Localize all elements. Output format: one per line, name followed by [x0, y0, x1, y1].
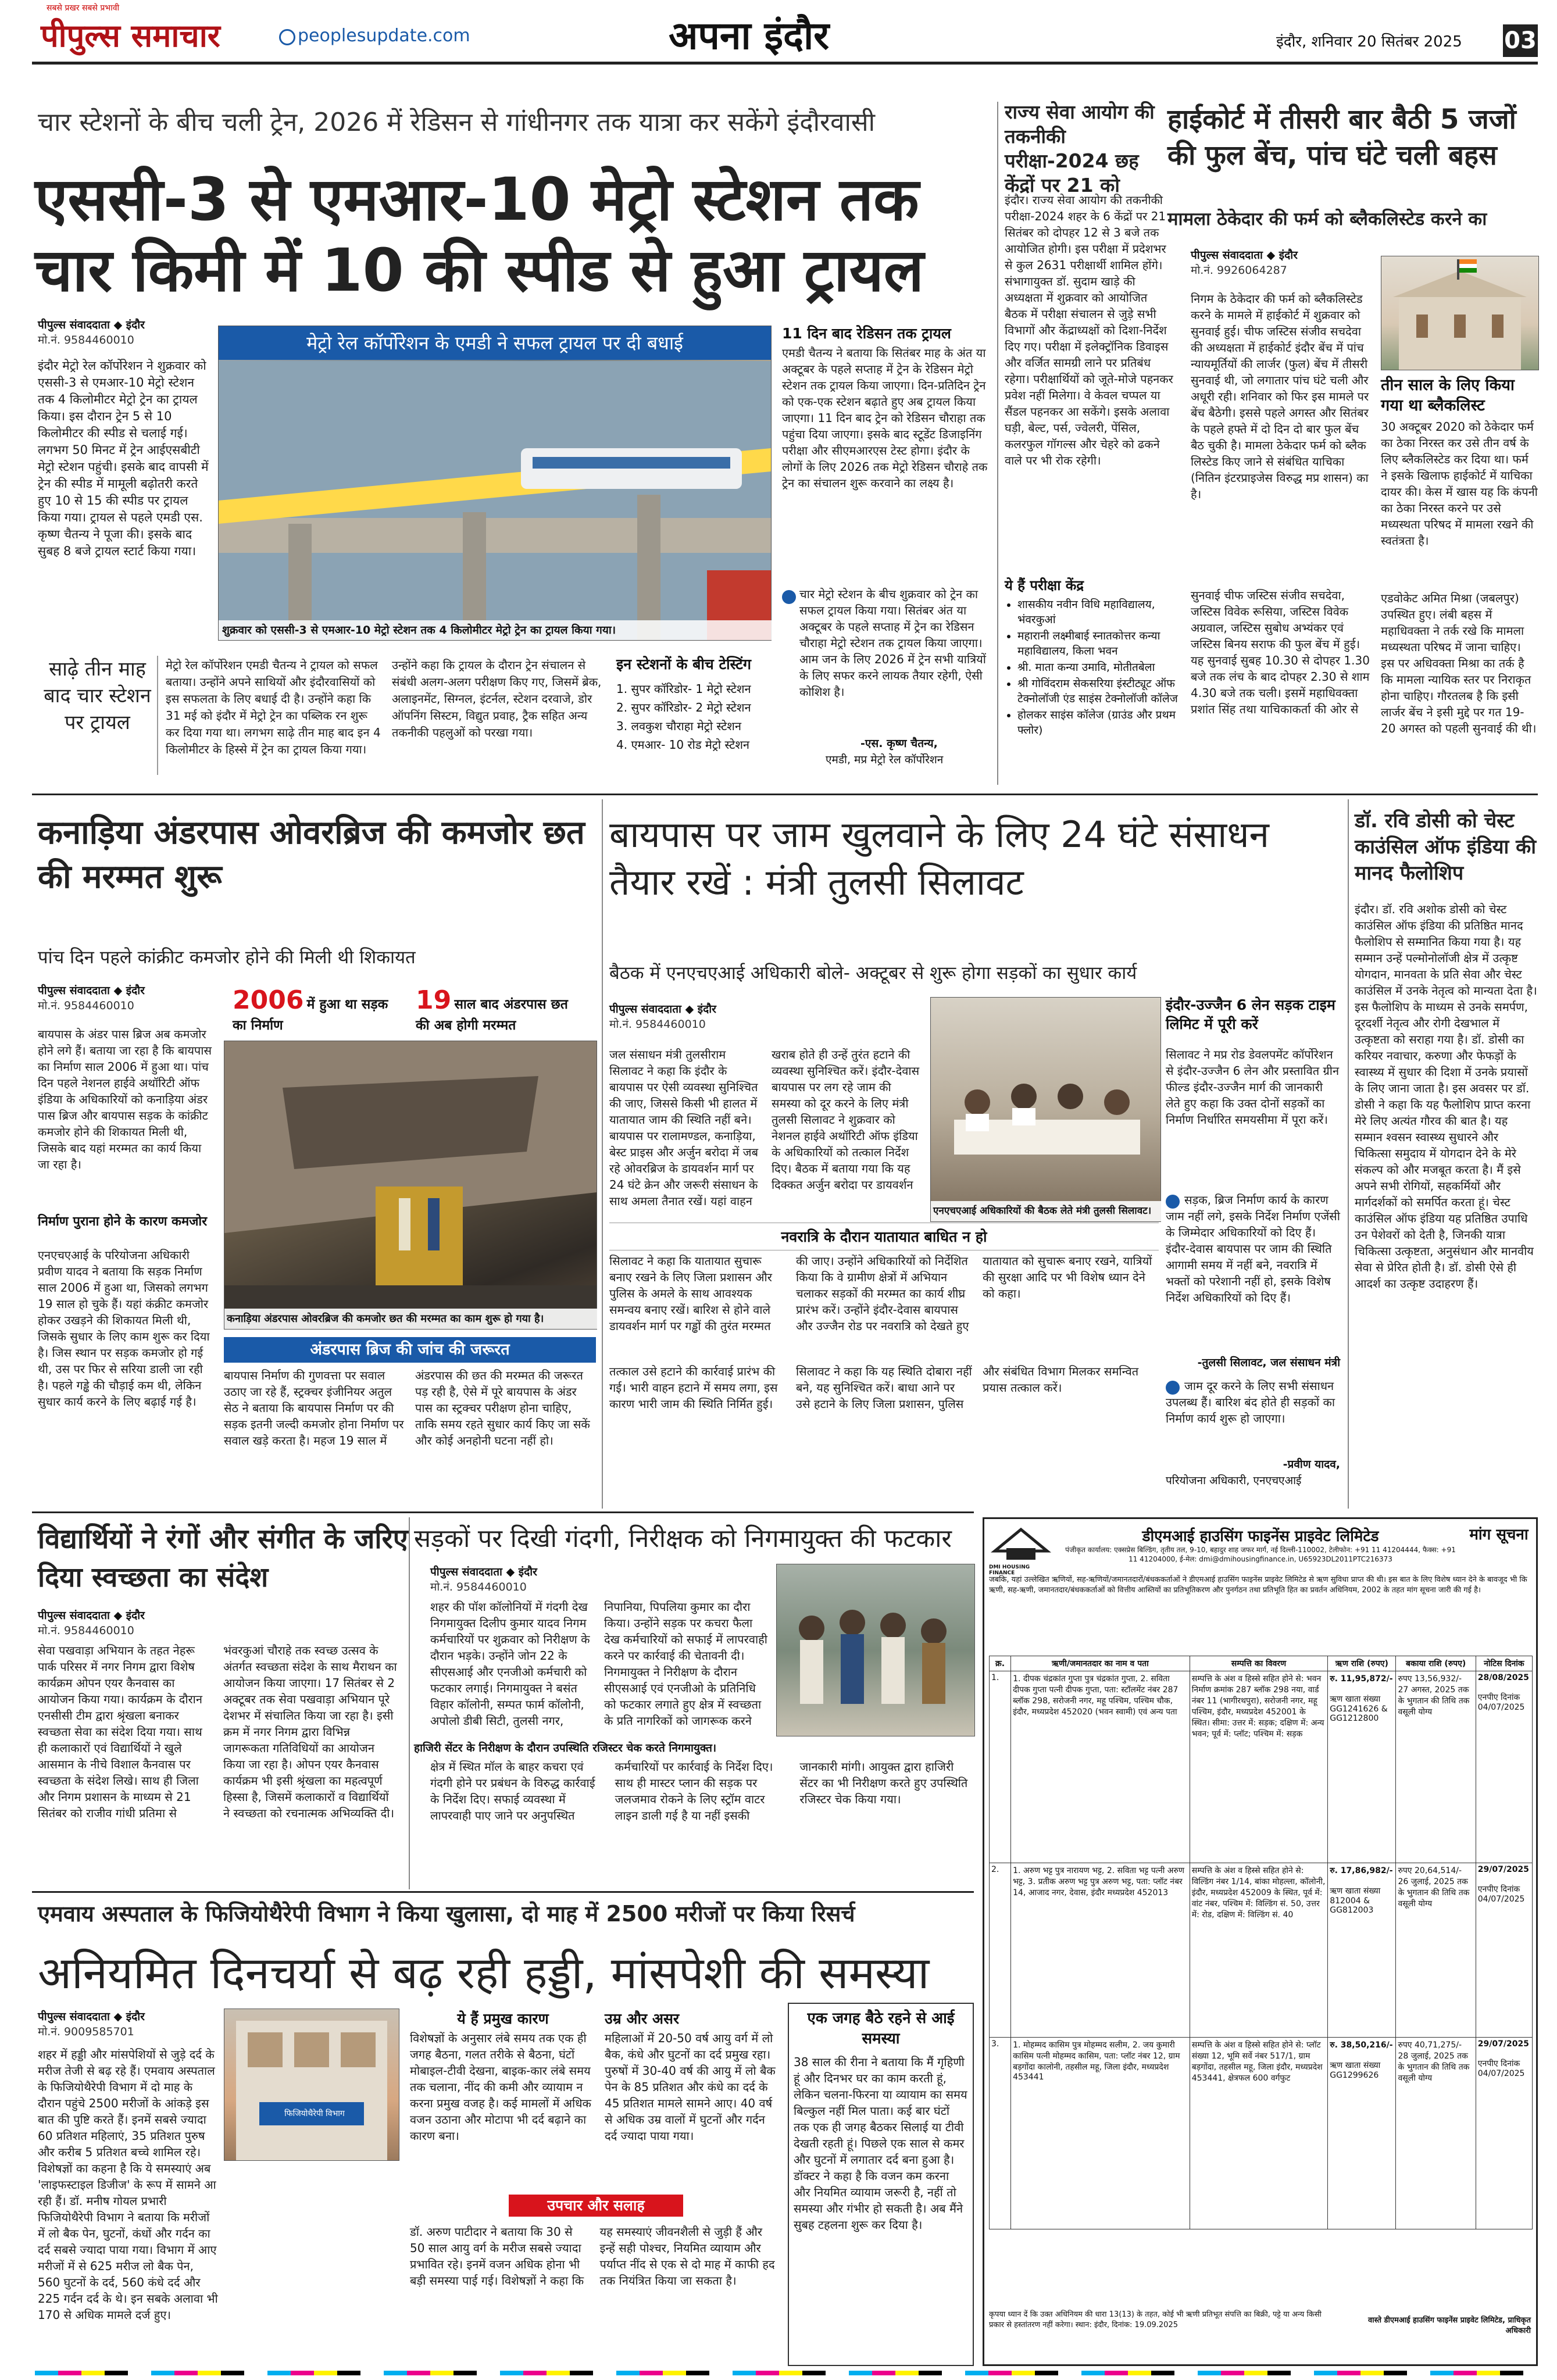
testing-item: 1. सुपर कॉरिडोर- 1 मेट्रो स्टेशन — [616, 682, 751, 696]
byline-city: इंदौर — [697, 1003, 716, 1016]
npa-date: एनपीए दिनांक 04/07/2025 — [1477, 2059, 1525, 2078]
byline-city: इंदौर — [126, 2010, 145, 2023]
column-divider — [602, 799, 603, 1509]
notice-date: 29/07/2025 — [1477, 1865, 1529, 1874]
mny-body-cont — [224, 2165, 398, 2366]
dmi-company: डीएमआई हाउसिंग फाइनेंस प्राइवेट लिमिटेड — [1142, 1528, 1379, 1545]
section-rule — [32, 794, 1538, 795]
masthead-dateline: इंदौर, शनिवार 20 सितंबर 2025 — [1276, 33, 1462, 51]
byline-city: इंदौर — [126, 319, 145, 331]
section-rule — [32, 1891, 974, 1893]
rps-centres-head: ये हैं परीक्षा केंद्र — [1005, 577, 1084, 594]
stat2-number: 19 — [416, 985, 452, 1015]
underpass-repair-illustration — [224, 1041, 597, 1329]
metro-photo — [218, 326, 772, 641]
metro-photo-banner: मेट्रो रेल कॉर्पोरेशन के एमडी ने सफल ट्रायल पर दी बधाई — [219, 326, 771, 360]
cell — [1476, 1671, 1532, 1863]
garbage-photo-caption: हाजिरी सेंटर के निरीक्षण के दौरान उपस्थिति रजिस्टर चेक करते निगमायुक्त। — [414, 1742, 717, 1754]
col-header: ऋणी/जमानतदार का नाम व पता — [1011, 1656, 1190, 1671]
byline-mobile: मो.नं. 9009585701 — [38, 2025, 134, 2038]
kanadia-box — [224, 1337, 596, 1503]
byline-city: इंदौर — [126, 1609, 145, 1622]
loan-amount: रु. 38,50,216/- — [1330, 2040, 1393, 2050]
bypass-quote2-role: परियोजना अधिकारी, एनएचएआई — [1166, 1474, 1302, 1487]
cell: सम्पत्ति के अंश व हिस्से सहित होने से: विल्डिंग नंबर 1/14, बांका मोहल्ला, कॉलोनी, इंदौर, मध्यप्रदेश 452009 के स्थित, पूर्व में: वांट नंबर, पश्चिम में: विल्डिंग सं. 50, उत्तर में: रोड, दक्षिण में: विल्डिंग सं. 40 — [1190, 1863, 1328, 2038]
dmi-intro: जबकि, यहां उल्लेखित ऋणियों, सह-ऋणियों/जमानतदारों/बंधककर्ताओं ने डीएमआई हाउसिंग फाइनेंस प्राइवेट लिमिटेड से ऋण सुविधा प्राप्त की थी। इस बात के लिए विशेष ध्यान देने के बावजूद भी कि ऋणी, सह-ऋणी, जमानतदार/बंधककर्ताओं को वित्तीय आस्तियों का प्रतिभूतिकरण और पुनर्गठन तथा प्रतिभूति हित का प्रवर्तन अधिनियम, 2002 के तहत मांग सूचना जारी की गई है। — [989, 1575, 1527, 1595]
cell — [1328, 1863, 1396, 2038]
bypass-body3: तत्काल उसे हटाने की कार्रवाई प्रारंभ की गई। भारी वाहन हटाने में समय लगा, इस कारण भारी जाम की स्थिति निर्मित हुई। सिलावट ने कहा कि यह स्थिति दोबारा नहीं बने, यह सुनिश्चित करें। बाधा आने पर उसे हटाने के लिए जिला प्रशासन, पुलिस और संबंधित विभाग मिलकर समन्वित प्रयास तत्काल करें। — [609, 1364, 1139, 1411]
mny-body: शहर में हड्डी और मांसपेशियों से जुड़े दर्द के मरीज तेजी से बढ़ रहे हैं। एमवाय अस्पताल के फिजियोथैरेपी विभाग में दो माह के दौरान पहुंचे 2500 मरीजों के आंकड़े इस बात की पुष्टि करते हैं। इनमें सबसे ज्यादा 60 प्रतिशत महिलाएं, 35 प्रतिशत पुरुष और करीब 5 प्रतिशत बच्चे शामिल रहे। विशेषज्ञों का कहना है कि ये समस्याएं अब 'लाइफस्टाइल डिजीज' के रूप में सामने आ रही हैं। डॉ. मनीष गोयल प्रभारी फिजियोथैरेपी विभाग ने बताया कि मरीजों में लो बैक पेन, घुटनों, कंधों और गर्दन का दर्द सबसे ज्यादा पाया गया। विभाग में आए मरीजों में से 625 मरीज लो बैक पेन, 560 घुटनों के दर्द, 560 कंधे दर्द और 225 गर्दन दर्द के थे। इन सबके अलावा भी 170 से अधिक मामले दर्ज हुए। — [38, 2047, 218, 2322]
metro-quote: चार मेट्रो स्टेशन के बीच शुक्रवार को ट्रेन का सफल ट्रायल किया गया। सितंबर अंत या अक्टूबर के पहले सप्ताह में ट्रेन का रेडिसन चौराहा मेट्रो स्टेशन तक ट्रायल किया जाएगा। आम जन के लिए 2026 में ट्रेन सभी यात्रियों के लिए सफर करने लायक तैयार रहेगी, ऐसी कोशिश है। — [799, 587, 986, 699]
masthead-website[interactable]: peoplesupdate.com — [298, 26, 470, 46]
bypass-headline: बायपास पर जाम खुलवाने के लिए 24 घंटे संसाधन तैयार रखें : मंत्री तुलसी सिलावट — [609, 813, 1269, 903]
garbage-headline: सड़कों पर दिखी गंदगी, निरीक्षक को निगमायुक्त की फटकार — [414, 1524, 952, 1553]
list-item: • श्री गोविंदराम सेकसरिया इंस्टीट्यूट ऑफ टेक्नोलॉजी एंड साइंस टेक्नोलॉजी कॉलेज — [1017, 676, 1186, 706]
kanadia-photo — [224, 1041, 597, 1330]
students-byline: पीपुल्स संवाददाता ◆ इंदौर मो.नं. 9584460010 — [38, 1607, 212, 1638]
byline-name: पीपुल्स संवाददाता — [430, 1566, 502, 1578]
col-header: बकाया राशि (रुपए) — [1396, 1656, 1476, 1671]
students-headline: विद्यार्थियों ने रंगों और संगीत के जरिए दिया स्वच्छता का संदेश — [38, 1523, 408, 1593]
col-header: क्र. — [990, 1656, 1011, 1671]
npa-date: एनपीए दिनांक 04/07/2025 — [1477, 1693, 1525, 1712]
notice-date: 28/08/2025 — [1477, 1673, 1529, 1682]
cell: 2. — [990, 1863, 1011, 2038]
cell — [1476, 1863, 1532, 2038]
column-divider — [409, 1517, 410, 1889]
inspection-illustration — [777, 1564, 974, 1736]
list-item: • होलकर साइंस कॉलेज (ग्राउंड और प्रथम फ्लोर) — [1017, 707, 1186, 738]
dmi-logo — [989, 1525, 1053, 1576]
table-header-row — [990, 1656, 1533, 1671]
bypass-quote1-by: -तुलसी सिलावट, जल संसाधन मंत्री — [1197, 1356, 1340, 1369]
stat1-number: 2006 — [233, 985, 304, 1015]
dmi-address: पंजीकृत कार्यालय: एक्सप्रेस बिल्डिंग, तृतीय तल, 9-10, बहादुर शाह जफर मार्ग, नई दिल्ली-110002, टेलीफोन: +91 11 41204444, फैक्स: +91 11 41204000, ई-मेल: dmi@dmihousingfinance.in, U65923DL2011PTC216373 — [1065, 1546, 1456, 1563]
metro-headline: एससी-3 से एमआर-10 मेट्रो स्टेशन तक चार किमी में 10 की स्पीड से हुआ ट्रायल — [35, 165, 924, 305]
bypass-photo — [930, 997, 1161, 1222]
mny-kicker: एमवाय अस्पताल के फिजियोथैरेपी विभाग ने किया खुलासा, दो माह में 2500 मरीजों पर किया रिसर्च — [38, 1901, 855, 1927]
hospital-illustration — [224, 2009, 399, 2160]
kanadia-stat2 — [416, 985, 584, 1034]
stat1-text: में हुआ था सड़क का निर्माण — [233, 997, 388, 1033]
metro-bottom-text: मेट्रो रेल कॉर्पोरेशन एमडी चैतन्य ने ट्रायल को सफल बताया। उन्होंने अपने साथियों और इंदौरवासियों को इस सफलता के लिए बधाई दी है। उन्होंने कहा कि 31 मई को इंदौर में मेट्रो ट्रेन का पब्लिक रन शुरू कर दिया गया था। लगभग साढ़े तीन माह बाद इन 4 किलोमीटर के हिस्से में ट्रेन का ट्रायल किया गया। उन्होंने कहा कि ट्रायल के दौरान ट्रेन संचालन से संबंधी अलग-अलग परीक्षण किए गए, जिसमें ब्रेक, अलाइनमेंट, सिग्नल, इंटर्नल, स्टेशन दरवाजे, डोर ऑपनिंग सिस्टम, विद्युत प्रवाह, ट्रैक सहित अन्य तकनीकी पहलुओं को परखा गया। — [166, 658, 602, 756]
cell: सम्पत्ति के अंश व हिस्से सहित होने से: भवन निर्माण क्रमांक 287 ब्लॉक 298 नया, वार्ड नंबर 11 (भागीरथपुरा), सरोजनी नगर, महू पश्चिम, इंदौर, मध्यप्रदेश 452001 के स्थित। सीमा: उत्तर में: सड़क; दक्षिण में: अन्य भवन; पूर्व में: प्लॉट; पश्चिम में: सड़क — [1190, 1671, 1328, 1863]
loan-account: ऋण खाता संख्या GG1299626 — [1330, 2061, 1381, 2080]
notice-date: 29/07/2025 — [1477, 2039, 1529, 2049]
rps-headline: राज्य सेवा आयोग की तकनीकी परीक्षा-2024 छह केंद्रों पर 21 को — [1005, 101, 1155, 196]
bypass-photo-caption: एनएचएआई अधिकारियों की बैठक लेते मंत्री तुलसी सिलावट। — [931, 1201, 1163, 1221]
dmi-sign: वास्ते डीएमआई हाउसिंग फाइनेंस प्राइवेट लिमिटेड, प्राधिकृत अधिकारी — [1367, 2316, 1531, 2335]
bypass-six-head: इंदौर-उज्जैन 6 लेन सड़क टाइम लिमिट में पूरी करें — [1166, 996, 1335, 1032]
kanadia-stat1 — [233, 985, 401, 1034]
byline-city: इंदौर — [1279, 249, 1298, 262]
metro-pullquote — [38, 656, 158, 775]
garbage-body2: क्षेत्र में स्थित मॉल के बाहर कचरा एवं गंदगी होने पर प्रबंधन के विरुद्ध कार्रवाई के निर्देश दिए। सफाई व्यवस्था में लापरवाही पाए जाने पर अनुपस्थित कर्मचारियों पर कार्रवाई के निर्देश दिए। साथ ही मास्टर प्लान की सड़क पर जलजमाव रोकने के लिए स्ट्रॉम वाटर लाइन डाली गई है या नहीं इसकी जानकारी मांगी। आयुक्त द्वारा हाजिरी सेंटर का भी निरीक्षण करते हुए उपस्थिति रजिस्टर चेक किया गया। — [430, 1760, 968, 1822]
court-building-illustration — [1381, 256, 1538, 370]
table-row — [990, 1863, 1533, 2038]
hc-body3: एडवोकेट अमित मिश्रा (जबलपुर) उपस्थित हुए। लंबी बहस में महाधिवक्ता ने तर्क रखे कि मामला मध्यस्थता परिषद में जाना चाहिए। इस पर अधिवक्ता मिश्रा का तर्क है कि मामला न्यायिक स्तर पर निराकृत होना चाहिए। गौरतलब है कि इसी लार्जर बेंच ने इसी मुद्दे पर गत 19-20 अगस्त को पहली सुनवाई की थी। — [1381, 591, 1537, 735]
bypass-quote2-by: -प्रवीण यादव, — [1283, 1458, 1340, 1471]
bypass-subhead: नवरात्रि के दौरान यातायात बाधित न हो — [609, 1223, 1159, 1250]
metro-quote-role: एमडी, मप्र मेट्रो रेल कॉर्पोरेशन — [826, 753, 944, 766]
metro-quote-by: -एस. कृष्ण चैतन्य, — [860, 737, 938, 750]
stat2-text: साल बाद अंडरपास छत की अब होगी मरम्मत — [416, 997, 568, 1033]
dmi-brand: DMI HOUSING FINANCE — [989, 1564, 1030, 1576]
loan-account: ऋण खाता संख्या GG1241626 & GG1212800 — [1330, 1695, 1388, 1723]
mny-age-body: महिलाओं में 20-50 वर्ष आयु वर्ग में लो बैक, कंधे और घुटनों का दर्द प्रमुख रहा। पुरुषों में 30-40 वर्ष की आयु में लो बैक पेन के 85 प्रतिशत और कंधे का दर्द के 45 प्रतिशत मामले सामने आए। 40 वर्ष से अधिक उम्र वालों में घुटनों और गर्दन दर्द ज्यादा पाया गया। — [605, 2031, 776, 2143]
garbage-body: शहर की पॉश कॉलोनियों में गंदगी देख निगमायुक्त दिलीप कुमार यादव निगम कर्मचारियों पर शुक्रवार को निरीक्षण के दौरान भड़के। उन्होंने जोन 22 के सीएसआई और एनजीओ कर्मचारी को फटकार लगाई। निगमायुक्त ने बसंत विहार कॉलोनी, सम्पत फार्म कॉलोनी, अपोलो डीबी सिटी, तुलसी नगर, निपानिया, पिपलिया कुमार का दौरा किया। उन्होंने सड़क पर कचरा फैला देख कर्मचारियों को सफाई में लापरवाही करने पर कार्रवाई की चेतावनी दी। निगमायुक्त ने निरीक्षण के दौरान सीएसआई एवं एनजीओ के प्रतिनिधि को फटकार लगाते हुए क्षेत्र में स्वच्छता के प्रति नागरिकों को जागरूक करने — [430, 1600, 767, 1728]
bypass-body2: सिलावट ने कहा कि यातायात सुचारू बनाए रखने के लिए जिला प्रशासन और पुलिस के अमले के साथ आवश्यक समन्वय बनाए रखें। बारिश से होने वाले डायवर्शन मार्ग पर गड्ढों की तुरंत मरम्मत की जाए। उन्होंने अधिकारियों को निर्देशित किया कि वे ग्रामीण क्षेत्रों में अभियान चलाकर सड़कों की मरम्मत का कार्य शीघ्र प्रारंभ करें। उन्होंने इंदौर-देवास बायपास और उज्जैन रोड पर नवरात्रि को देखते हुए यातायात को सुचारू बनाए रखने, यात्रियों की सुरक्षा आदि पर भी विशेष ध्यान देने को कहा। — [609, 1254, 1152, 1333]
testing-item: 2. सुपर कॉरिडोर- 2 मेट्रो स्टेशन — [616, 701, 751, 714]
dmi-title: मांग सूचना — [1469, 1526, 1529, 1543]
col-header: नोटिस दिनांक — [1476, 1656, 1532, 1671]
pullquote-text: साढ़े तीन माह बाद चार स्टेशन पर ट्रायल — [44, 657, 151, 734]
bypass-six-body: सिलावट ने मप्र रोड डेवलपमेंट कॉर्पोरेशन से इंदौर-उज्जैन 6 लेन और प्रस्तावित ग्रीन फील्ड इंदौर-उज्जैन मार्ग की जानकारी लेते हुए कहा कि उक्त दोनों सड़कों का निर्माण निर्धारित समयसीमा में पूरा करें। — [1166, 1048, 1340, 1127]
cell: रुपए 20,64,514/- 26 जुलाई, 2025 तक के भुगतान की तिथि तक वसूली योग्य — [1396, 1863, 1476, 2038]
bypass-quote1: सड़क, ब्रिज निर्माण कार्य के कारण जाम नहीं लगे, इसके निर्देश निर्माण एजेंसी के जिम्मेदार अधिकारियों को दिए हैं। इंदौर-देवास बायपास पर जाम की स्थिति आगामी समय में नहीं बने, नवरात्रि में भक्तों को परेशानी नहीं हो, इसके विशेष निर्देश अधिकारियों को दिए हैं। — [1166, 1193, 1340, 1305]
kanadia-byline: पीपुल्स संवाददाता ◆ इंदौर मो.नं. 9584460010 — [38, 982, 224, 1013]
list-item: • महारानी लक्ष्मीबाई स्नातकोत्तर कन्या महाविद्यालय, किला भवन — [1017, 628, 1186, 659]
cell: 3. — [990, 2038, 1011, 2229]
hc-byline: पीपुल्स संवाददाता ◆ इंदौर मो.नं. 9926064287 — [1191, 247, 1383, 277]
kanadia-body2: एनएचएआई के परियोजना अधिकारी प्रवीण यादव ने बताया कि सड़क निर्माण साल 2006 में हुआ था, जिसको लगभग 19 साल हो चुके हैं। यहां कंक्रीट कमजोर होकर उखड़ने की शिकायत मिली थी, जिसके सुधार के लिए काम शुरू कर दिया है। जिस स्थान पर सड़क कमजोर हो गई थी, उस पर फिर से सरिया डाली जा रही है। पहले गड्ढे की चौड़ाई कम थी, लेकिन सुधार कार्य करने के लिए बढ़ाई गई है। — [38, 1248, 210, 1409]
cell — [1328, 2038, 1396, 2229]
column-divider — [997, 102, 998, 785]
byline-name: पीपुल्स संवाददाता — [38, 984, 110, 997]
byline-mobile: मो.नं. 9584460010 — [38, 999, 134, 1012]
dmi-table — [989, 1656, 1533, 2229]
kanadia-sub: पांच दिन पहले कांक्रीट कमजोर होने की मिली थी शिकायत — [38, 947, 416, 968]
metro-testing-box — [616, 654, 779, 782]
kanadia-box-body: बायपास निर्माण की गुणवत्ता पर सवाल उठाए जा रहे हैं, स्ट्रक्चर इंजीनियर अतुल सेठ ने बताया कि बायपास निर्माण पर की सड़क इतनी जल्दी कमजोर होना निर्माण पर सवाल खड़े करता है। महज 19 साल में अंडरपास की छत की मरम्मत की जरूरत पड़ रही है, ऐसे में पूरे बायपास के अंडर पास का स्ट्रक्चर परीक्षण होना चाहिए, ताकि समय रहते सुधार कार्य किए जा सकें और कोई अनहोनी घटना नहीं हो। — [224, 1368, 590, 1448]
byline-mobile: मो.नं. 9926064287 — [1191, 264, 1287, 277]
metro-side-head: 11 दिन बाद रेडिसन तक ट्रायल — [782, 325, 951, 342]
testing-item: 4. एमआर- 10 रोड मेट्रो स्टेशन — [616, 738, 750, 752]
metro-side-body: एमडी चैतन्य ने बताया कि सितंबर माह के अंत या अक्टूबर के पहले सप्ताह में ट्रेन के रेडिसन मेट्रो स्टेशन तक ट्रायल किया जाएगा। दिन-प्रतिदिन ट्रेन को एक-एक स्टेशन बढ़ाते हुए अब ट्रायल किया जाएगा। 11 दिन बाद ट्रेन को रेडिसन चौराहा तक पहुंचा दिया जाएगा। इसके बाद स्टूडेंट डिजाइनिंग परीक्षा और सीएमआरएस टेस्ट होगा। इंदौर के लोगों के लिए 2026 तक मेट्रो रेडिसन चौराहे तक ट्रेन का संचालन शुरू करवाने का लक्ष्य है। — [782, 346, 988, 490]
bypass-byline: पीपुल्स संवाददाता ◆ इंदौर मो.नं. 9584460010 — [609, 1001, 842, 1031]
bypass-sub: बैठक में एनएचएआई अधिकारी बोले- अक्टूबर से शुरू होगा सड़कों का सुधार कार्य — [609, 963, 1137, 984]
cell — [1476, 2038, 1532, 2229]
cell: 1. दीपक चंद्रकांत गुप्ता पुत्र चंद्रकांत गुप्ता, 2. सविता दीपक गुप्ता पत्नी दीपक गुप्ता, पता: स्टॉलमेंट नंबर 287 ब्लॉक 298, सरोजनी नगर, महू पश्चिम, पश्चिम चौक, इंदौर, मध्यप्रदेश 452020 (भवन स्वामी) एवं अन्य पता — [1011, 1671, 1190, 1863]
masthead-section: अपना इंदौर — [669, 13, 830, 58]
kanadia-photo-caption: कनाड़िया अंडरपास ओवरब्रिज की कमजोर छत की मरम्मत का काम शुरू हो गया है। — [224, 1309, 599, 1329]
mny-solution-body: डॉ. अरुण पाटीदार ने बताया कि 30 से 50 साल आयु वर्ग के मरीज सबसे ज्यादा प्रभावित रहे। इनमें वजन अधिक होना भी बड़ी समस्या पाई गई। विशेषज्ञों ने कहा कि यह समस्याएं जीवनशैली से जुड़ी हैं और इन्हें सही पोश्चर, नियमित व्यायाम और पर्याप्त नींद से एक से दो माह में काफी हद तक नियंत्रित किया जा सकता है। — [410, 2225, 775, 2288]
masthead — [0, 0, 1557, 64]
metro-train-illustration — [219, 326, 771, 640]
byline-name: पीपुल्स संवाददाता — [609, 1003, 681, 1016]
garbage-photo — [776, 1564, 975, 1736]
cell: 1. मोहम्मद कासिम पुत्र मोहम्मद सलीम, 2. जय कुमारी कासिम पत्नी मोहम्मद कासिम, पता: प्लॉट नंबर 12, ग्राम बड़गोंदा कालोनी, तहसील महू, जिला इंदौर, मध्यप्रदेश 453441 — [1011, 2038, 1190, 2229]
list-item: • श्री. माता कन्या उमावि, मोतीतबेला — [1017, 660, 1186, 675]
meeting-illustration — [931, 998, 1160, 1221]
mny-reason-head: ये हैं प्रमुख कारण — [457, 2010, 549, 2027]
byline-name: पीपुल्स संवाददाता — [38, 2010, 110, 2023]
cell: 1. अरुण भट्ट पुत्र नारायण भट्ट, 2. सविता भट्ट पत्नी अरुण भट्ट, 3. प्रतीक अरुण भट्ट पुत्र अरुण भट्ट, पता: प्लॉट नंबर 14, आजाद नगर, देवास, इंदौर मध्यप्रदेश 452013 — [1011, 1863, 1190, 2038]
hc-headline: हाईकोर्ट में तीसरी बार बैठी 5 जजों की फुल बेंच, पांच घंटे चली बहस — [1167, 103, 1516, 171]
mny-box-body: 38 साल की रीना ने बताया कि मैं गृहिणी हूं और दिनभर घर का काम करती हूं, लेकिन चलना-फिरना या व्यायाम का समय बिल्कुल नहीं मिल पाता। कई बार घंटों तक एक ही जगह बैठकर सिलाई या टीवी देखती रहती हूं। पिछले एक साल से कमर और घुटनों में लगातार दर्द बना हुआ है। डॉक्टर ने कहा है कि वजन कम करना और नियमित व्यायाम जरूरी है, नहीं तो समस्या और गंभीर हो सकती है। अब मैंने सुबह टहलना शुरू कर दिया है। — [794, 2055, 967, 2232]
table-row — [990, 2038, 1533, 2229]
testing-head: इन स्टेशनों के बीच टेस्टिंग — [616, 656, 751, 673]
dmi-logo-icon — [989, 1525, 1053, 1566]
byline-mobile: मो.नं. 9584460010 — [38, 334, 134, 346]
cell: सम्पत्ति के अंश व हिस्से सहित होने से: प्लॉट संख्या 12, भूमि सर्वे नंबर 517/1, ग्राम बड़गोंदा, तहसील महू, जिला इंदौर, मध्यप्रदेश 453441, क्षेत्रफल 600 वर्गफुट — [1190, 2038, 1328, 2229]
quote-icon — [782, 590, 796, 604]
byline-city: इंदौर — [518, 1566, 537, 1578]
list-item: • शासकीय नवीन विधि महाविद्यालय, भंवरकुआं — [1017, 597, 1186, 627]
metro-photo-caption: शुक्रवार को एससी-3 से एमआर-10 मेट्रो स्टेशन तक 4 किलोमीटर मेट्रो ट्रेन का ट्रायल किया गया। — [219, 620, 774, 640]
testing-item: 3. लवकुश चौराहा मेट्रो स्टेशन — [616, 719, 741, 733]
hc-sub: मामला ठेकेदार की फर्म को ब्लैकलिस्टेड करने का — [1167, 209, 1487, 230]
byline-mobile: मो.नं. 9584460010 — [430, 1581, 527, 1593]
kanadia-headline: कनाड़िया अंडरपास ओवरब्रिज की कमजोर छत की मरम्मत शुरू — [38, 814, 585, 896]
hc-photo — [1381, 256, 1539, 370]
cell: 1. — [990, 1671, 1011, 1863]
bypass-body: जल संसाधन मंत्री तुलसीराम सिलावट ने कहा कि इंदौर के बायपास पर ऐसी व्यवस्था सुनिश्चित की जाए, जिससे किसी भी हालत में यातायात जाम की स्थिति नहीं बने। बायपास पर रालामण्डल, कनाड़िया, बेस्ट प्राइस और अर्जुन बरोदा में जब रहे ओवरब्रिज के डायवर्शन मार्ग पर 24 घंटे क्रेन और जरूरी संसाधन के साथ अमला तैनात रखें। यहां वाहन खराब होते ही उन्हें तुरंत हटाने की व्यवस्था सुनिश्चित करें। इंदौर-देवास बायपास पर लग रहे जाम की समस्या को दूर करने के लिए मंत्री तुलसी सिलावट ने शुक्रवार को नेशनल हाईवे अथॉरिटी ऑफ इंडिया के अधिकारियों को तत्काल निर्देश दिए। बैठक में बताया गया कि यह दिक्कत अर्जुन बरोदा पर डायवर्शन — [609, 1048, 920, 1208]
byline-name: पीपुल्स संवाददाता — [38, 319, 110, 331]
column-divider — [1348, 799, 1349, 1509]
mny-box-head: एक जगह बैठे रहने से आई समस्या — [807, 2010, 955, 2047]
page-number: 03 — [1503, 24, 1538, 57]
masthead-logo: पीपुल्स समाचार — [41, 17, 220, 54]
cell — [1328, 1671, 1396, 1863]
doshi-headline: डॉ. रवि डोसी को चेस्ट काउंसिल ऑफ इंडिया की मानद फैलोशिप — [1355, 809, 1537, 885]
byline-city: इंदौर — [126, 984, 145, 997]
loan-amount: रु. 17,86,982/- — [1330, 1866, 1393, 1875]
hc-photo-caption: 30 अक्टूबर 2020 को ठेकेदार फर्म का ठेका निरस्त कर उसे तीन वर्ष के लिए ब्लैकलिस्टेड कर दिया था। फर्म ने इसके खिलाफ हाईकोर्ट में याचिका दायर की। केस में खास यह कि कंपनी का ठेका निरस्त करने पर उसे मध्यस्थता परिषद में मामला रखने की स्वतंत्रता है। — [1381, 420, 1538, 548]
mny-age-head: उम्र और असर — [605, 2010, 680, 2027]
col-header: ऋण राशि (रुपए) — [1328, 1656, 1396, 1671]
masthead-logo-tag: सबसे प्रखर सबसे प्रभावी — [47, 3, 120, 13]
loan-amount: रु. 11,95,872/- — [1330, 1674, 1393, 1684]
dmi-notice — [983, 1517, 1538, 2366]
loan-account: ऋण खाता संख्या 812004 & GG812003 — [1330, 1886, 1381, 1915]
kanadia-subhead: निर्माण पुराना होने के कारण कमजोर — [38, 1214, 208, 1229]
byline-mobile: मो.नं. 9584460010 — [609, 1018, 706, 1031]
byline-mobile: मो.नं. 9584460010 — [38, 1624, 134, 1637]
mny-photo-sign: फिजियोथैरेपी विभाग — [284, 2109, 345, 2118]
npa-date: एनपीए दिनांक 04/07/2025 — [1477, 1885, 1525, 1904]
rps-centres-list — [1005, 596, 1186, 739]
mny-box — [788, 2003, 974, 2366]
kanadia-body: बायपास के अंडर पास ब्रिज अब कमजोर होने लगे हैं। बताया जा रहा है कि बायपास का निर्माण साल 2006 में हुआ था। पांच दिन पहले नेशनल हाईवे अथॉरिटी ऑफ इंडिया के अधिकारियों को कनाड़िया अंडर पास ब्रिज और बायपास सड़क के कांक्रीट कमजोर होने की शिकायत मिली थी, जिसके बाद यहां मरम्मत का कार्य किया जा रहा है। — [38, 1027, 212, 1171]
col-header: सम्पत्ति का विवरण — [1190, 1656, 1328, 1671]
byline-name: पीपुल्स संवाददाता — [38, 1609, 110, 1622]
metro-body: इंदौर मेट्रो रेल कॉर्पोरेशन ने शुक्रवार को एससी-3 से एमआर-10 मेट्रो स्टेशन तक 4 किलोमीटर मेट्रो ट्रेन का ट्रायल किया। इस दौरान ट्रेन 5 से 10 किलोमीटर की स्पीड से चलाई गई। लगभग 50 मिनट में ट्रेन आईएसबीटी मेट्रो स्टेशन पहुंची। इसके बाद वापसी में ट्रेन की स्पीड में मामूली बढ़ोतरी करते हुए 10 से 15 की स्पीड पर ट्रायल किया गया। ट्रायल से पहले एमडी एस. कृष्ण चैतन्य ने पूजा की। इसके बाद सुबह 8 बजे ट्रायल स्टार्ट किया गया। — [38, 359, 209, 558]
byline-name: पीपुल्स संवाददाता — [1191, 249, 1263, 262]
globe-icon — [279, 29, 295, 45]
mny-photo — [224, 2009, 399, 2161]
table-row — [990, 1671, 1533, 1863]
cell: रुपए 13,56,932/- 27 अगस्त, 2025 तक के भुगतान की तिथि तक वसूली योग्य — [1396, 1671, 1476, 1863]
mny-reason-body: विशेषज्ञों के अनुसार लंबे समय तक एक ही जगह बैठना, गलत तरीके से बैठना, घंटों मोबाइल-टीवी देखना, बाइक-कार लंबे समय तक चलाना, नींद की कमी और व्यायाम न करना प्रमुख वजह है। कई मामलों में अधिक वजन उठाना और मोटापा भी दर्द बढ़ाने का कारण बना। — [410, 2031, 591, 2143]
dmi-footer: कृपया ध्यान दें कि उक्त अधिनियम की धारा 13(13) के तहत, कोई भी ऋणी प्रतिभूत संपत्ति का बिक्री, पट्टे या अन्य किसी प्रकार से हस्तांतरण नहीं करेगा। स्थान: इंदौर, दिनांक: 19.09.2025 — [989, 2310, 1322, 2329]
mny-byline: पीपुल्स संवाददाता ◆ इंदौर मो.नं. 9009585701 — [38, 2009, 212, 2039]
metro-byline: पीपुल्स संवाददाता ◆ इंदौर मो.नं. 9584460010 — [38, 317, 328, 347]
color-registration-strip — [35, 2371, 1535, 2375]
kanadia-box-head: अंडरपास ब्रिज की जांच की जरूरत — [224, 1337, 596, 1363]
masthead-rule — [32, 62, 1538, 65]
mny-headline: अनियमित दिनचर्या से बढ़ रही हड्डी, मांसपेशी की समस्या — [38, 1947, 930, 1999]
doshi-body: इंदौर। डॉ. रवि अशोक डोसी को चेस्ट काउंसिल ऑफ इंडिया की प्रतिष्ठित मानद फैलोशिप से सम्मानित किया गया है। यह सम्मान उन्हें पल्मोनोलॉजी क्षेत्र में उत्कृष्ट योगदान, मानवता के प्रति सेवा और चेस्ट काउंसिल में उनके नेतृत्व को मान्यता देता है। इस फैलोशिप के माध्यम से उनके समर्पण, दूरदर्शी नेतृत्व और रोगी देखभाल में उत्कृष्टता को सराहा गया है। डॉ. डोसी का करियर नवाचार, करुणा और फेफड़ों के स्वास्थ्य में सुधार की दिशा में उनके प्रयासों के लिए जाना जाता है। इस अवसर पर डॉ. डोसी ने कहा कि यह फैलोशिप प्राप्त करना मेरे लिए अत्यंत गौरव की बात है। यह सम्मान श्वसन स्वास्थ्य सुधारने और चिकित्सा समुदाय में योगदान देने के मेरे संकल्प को और मजबूत करता है। मैं इसे अपने सभी रोगियों, सहकर्मियों और मार्गदर्शकों को समर्पित करता हूं। चेस्ट काउंसिल ऑफ इंडिया यह प्रतिष्ठित उपाधि उन पेशेवरों को देती है, जिनकी यात्रा चिकित्सा उत्कृष्टता, अनुसंधान और मानवीय सेवा से प्रेरित होती है। डॉ. डोसी ऐसे ही आदर्श का उत्कृष्ट उदाहरण हैं। — [1355, 902, 1537, 1291]
metro-kicker: चार स्टेशनों के बीच चली ट्रेन, 2026 में रेडिसन से गांधीनगर तक यात्रा कर सकेंगे इंदौरवासी — [38, 108, 876, 137]
section-rule — [32, 1511, 974, 1513]
bypass-quote2: जाम दूर करने के लिए सभी संसाधन उपलब्ध हैं। बारिश बंद होते ही सड़कों का निर्माण कार्य शुरू हो जाएगा। — [1166, 1379, 1335, 1425]
rps-body: इंदौर। राज्य सेवा आयोग की तकनीकी परीक्षा-2024 शहर के 6 केंद्रों पर 21 सितंबर को दोपहर 12 से 3 बजे तक आयोजित होगी। इस परीक्षा में प्रदेशभर से कुल 2631 परीक्षार्थी शामिल होंगे। संभागायुक्त डॉ. सुदाम खाड़े की अध्यक्षता में शुक्रवार को आयोजित बैठक में परीक्षा संचालन से जुड़े सभी विभागों और केंद्राध्यक्षों को दिशा-निर्देश दिए गए। परीक्षा में इलेक्ट्रॉनिक डिवाइस और वर्जित सामग्री लाने पर प्रतिबंध रहेगा। परीक्षार्थियों को जूते-मोजे पहनकर प्रवेश नहीं मिलेगा। वे केवल चप्पल या सैंडल पहनकर आ सकेंगे। इसके अलावा घड़ी, बेल्ट, पर्स, ज्वेलरी, पेंसिल, कलरफुल गॉगल्स और चेहरे को ढकने वाले पर भी रोक रहेगी। — [1005, 193, 1173, 467]
hc-body2: सुनवाई चीफ जस्टिस संजीव सचदेवा, जस्टिस विवेक रूसिया, जस्टिस विवेक अग्रवाल, जस्टिस सुबोध अभ्यंकर एवं जस्टिस बिनय सराफ की फुल बेंच में हुई। यह सुनवाई सुबह 10.30 से दोपहर 1.30 बजे तक लंच के बाद दोपहर 2.30 से शाम 4.30 बजे तक चली। इसमें महाधिवक्ता प्रशांत सिंह तथा याचिकाकर्ता की ओर से — [1191, 588, 1370, 716]
cell: रुपए 40,71,275/- 28 जुलाई, 2025 तक के भुगतान की तिथि तक वसूली योग्य — [1396, 2038, 1476, 2229]
students-body: सेवा पखवाड़ा अभियान के तहत नेहरू पार्क परिसर में नगर निगम द्वारा विशेष कार्यक्रम ओपन एयर कैनवास का आयोजन किया गया। कार्यक्रम के दौरान एनसीसी टीम द्वारा श्रृंखला बनाकर स्वच्छता सेवा का संदेश दिया गया। साथ ही कलाकारों एवं विद्यार्थियों ने खुले आसमान के नीचे विशाल कैनवास पर स्वच्छता के संदेश लिखे। साथ ही जिला और निगम प्रशासन के माध्यम से 21 सितंबर को राजीव गांधी प्रतिमा से भंवरकुआं चौराहे तक स्वच्छ उत्सव के अंतर्गत स्वच्छता संदेश के साथ मैराथन का आयोजन किया जाएगा। 17 सितंबर से 2 अक्टूबर तक सेवा पखवाड़ा अभियान पूरे देशभर में संचालित किया जा रहा है। इसी क्रम में नगर निगम द्वारा विभिन्न जागरूकता गतिविधियों का आयोजन किया जा रहा है। ओपन एयर कैनवास कार्यक्रम भी इसी श्रृंखला का महत्वपूर्ण हिस्सा है, जिसमें कलाकारों व विद्यार्थियों ने स्वच्छता को रचनात्मक अभिव्यक्ति दी। — [38, 1643, 397, 1820]
mny-solution-head: उपचार और सलाह — [509, 2195, 683, 2217]
garbage-byline: पीपुल्स संवाददाता ◆ इंदौर मो.नं. 9584460010 — [430, 1564, 605, 1594]
hc-body1: निगम के ठेकेदार की फर्म को ब्लैकलिस्टेड करने के मामले में हाईकोर्ट में शुक्रवार को सुनवाई हुई। चीफ जस्टिस संजीव सचदेवा की अध्यक्षता में हाईकोर्ट इंदौर बेंच में पांच न्यायमूर्तियों की लार्जर (फुल) बेंच में तीसरी सुनवाई थी, जो लगातार पांच घंटे चली और अधूरी रही। शनिवार को फिर इस मामले पर बेंच बैठेगी। इससे पहले अगस्त और सितंबर के पहले हफ्ते में दो दिन दो बार फुल बेंच बैठ चुकी है। मामला ठेकेदार फर्म को ब्लैक लिस्टेड किए जाने से संबंधित याचिका (नितिन इंटरप्राइजेस विरुद्ध मप्र शासन) का है। — [1191, 292, 1369, 501]
hc-photo-caption-head: तीन साल के लिए किया गया था ब्लैकलिस्ट — [1381, 376, 1515, 414]
